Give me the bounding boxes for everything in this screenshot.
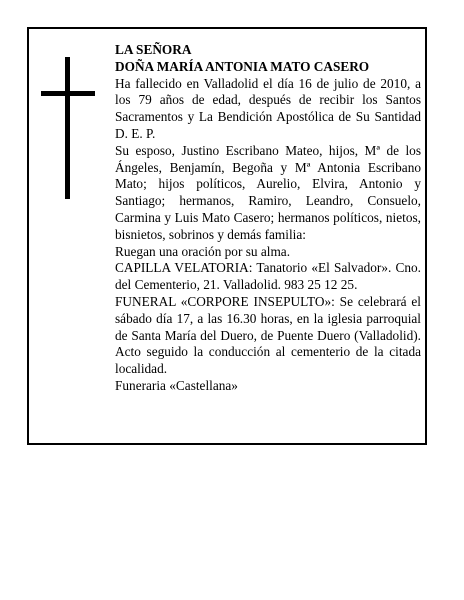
cross-icon [41, 57, 95, 199]
prayer-request: Ruegan una oración por su alma. [115, 243, 291, 259]
cross-horizontal-bar [41, 91, 95, 96]
obituary-notice [27, 27, 427, 445]
notice-body [115, 42, 421, 395]
notice-heading-title: LA SEÑORA [115, 42, 192, 57]
cross-vertical-bar [65, 57, 70, 199]
family-list: Su esposo, Justino Escribano Mateo, hijos, Mª de los Ángeles, Benjamín, Begoña y Mª Antonia Escribano Mato; hijos políticos, Aurelio, Elvira, Antonio y Santiago; hermanos, Ramiro, Leandro, Consuelo, Carmina y Luis Mato Casero; hermanos políticos, nietos, bisnietos, sobrinos y demás familia: [115, 142, 421, 242]
chapel-info: CAPILLA VELATORIA: Tanatorio «El Salvador». Cno. del Cementerio, 21. Valladolid. 983 25 12 25. [115, 260, 421, 293]
funeral-home: Funeraria «Castellana» [115, 377, 238, 393]
funeral-info: FUNERAL «CORPORE INSEPULTO»: Se celebrará el sábado día 17, a las 16.30 horas, en la iglesia parroquial de Santa María del Duero, de Puente Duero (Valladolid). Acto seguido la conducción al cementerio de la citada localidad. [115, 293, 421, 377]
death-info: Ha fallecido en Valladolid el día 16 de julio de 2010, a los 79 años de edad, después de recibir los Santos Sacramentos y La Bendición Apostólica de Su Santidad D. E. P. [115, 75, 421, 141]
deceased-name: DOÑA MARÍA ANTONIA MATO CASERO [115, 58, 370, 74]
